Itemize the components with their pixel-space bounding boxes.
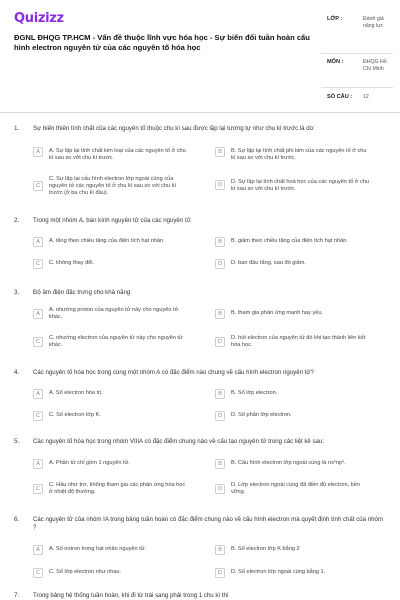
- option-d[interactable]: [215, 178, 371, 193]
- option-letter: A: [33, 147, 43, 157]
- option-text: A. Số electron hóa trị.: [49, 390, 103, 396]
- option-letter: A: [33, 237, 43, 247]
- option-letter: B: [215, 389, 225, 399]
- option-c[interactable]: [33, 568, 189, 578]
- meta-divider: [321, 87, 393, 88]
- worksheet-header: [0, 0, 400, 108]
- option-letter: C: [33, 337, 43, 347]
- option-b[interactable]: [215, 545, 371, 555]
- option-letter: B: [215, 545, 225, 555]
- option-text: C. Số electron lớp K.: [49, 412, 101, 418]
- lop-value: Đánh giá năng lực: [363, 16, 384, 30]
- question-7: [0, 592, 400, 600]
- option-text: C. nhường electron của nguyên tử này cho nguyên tử khác.: [49, 335, 183, 349]
- header-divider: [0, 112, 400, 113]
- option-text: B. Sự lặp lại tính chất phi kim của các nguyên tố ở chu kì sau so với chu kì trước.: [231, 148, 367, 162]
- option-letter: B: [215, 309, 225, 319]
- option-letter: B: [215, 459, 225, 469]
- option-b[interactable]: [215, 459, 391, 469]
- option-text: B. tham gia phản ứng mạnh hay yếu.: [231, 310, 324, 316]
- option-d[interactable]: [215, 334, 371, 349]
- option-letter: D: [215, 568, 225, 578]
- option-a[interactable]: [33, 459, 189, 469]
- option-c[interactable]: [33, 411, 189, 421]
- worksheet-title: ĐGNL ĐHQG TP.HCM - Vấn đề thuộc lĩnh vực hóa học - Sự biến đổi tuần hoàn cấu hình electron nguyên tử của các nguyên tố hóa học: [14, 33, 310, 52]
- option-text: C. Hầu như trơ, không tham gia các phản ứng hóa học ở nhiệt độ thường.: [49, 482, 186, 496]
- question-text: Các nguyên tố hóa học trong nhóm VIIIA có đặc điểm chung nào về cấu tạo nguyên tử trong các liệt kê sau:: [33, 438, 325, 445]
- question-text: Sự biến thiên tính chất của các nguyên tố thuộc chu kì sau được lặp lại tương tự như chu kì trước là do:: [33, 125, 315, 132]
- socau-value: 12: [363, 94, 369, 100]
- option-text: A. Số notron trong hạt nhân nguyên tử.: [49, 546, 147, 552]
- option-letter: C: [33, 259, 43, 269]
- option-text: D. Số electron lớp ngoài cùng bằng 1.: [231, 569, 326, 575]
- option-letter: C: [33, 181, 43, 191]
- option-text: A. tăng theo chiều tăng của điện tích hạt nhân.: [49, 238, 165, 244]
- option-letter: D: [215, 259, 225, 269]
- question-number: 3.: [14, 289, 20, 296]
- option-d[interactable]: [215, 259, 371, 269]
- question-number: 2.: [14, 217, 20, 224]
- lop-label: LỚP :: [327, 16, 343, 22]
- mon-label: MÔN :: [327, 59, 344, 65]
- option-b[interactable]: [215, 147, 371, 162]
- question-number: 6.: [14, 516, 20, 523]
- option-d[interactable]: [215, 568, 371, 578]
- option-letter: A: [33, 459, 43, 469]
- meta-divider: [321, 53, 393, 54]
- option-c[interactable]: [33, 334, 189, 349]
- question-text: Trong bảng hệ thống tuần hoàn, khi đi từ trái sang phải trong 1 chu kì thì: [33, 592, 229, 599]
- option-text: C. Số lớp electron như nhau.: [49, 569, 122, 575]
- option-text: C. không thay đổi.: [49, 260, 95, 266]
- option-b[interactable]: [215, 309, 371, 319]
- mon-value: ĐHQG Hồ Chí Minh: [363, 59, 387, 73]
- option-letter: D: [215, 337, 225, 347]
- option-a[interactable]: [33, 306, 189, 321]
- question-number: 7.: [14, 592, 20, 599]
- option-text: D. hút electron của nguyên tử đó khi tạo thành liên kết hóa học.: [231, 335, 366, 349]
- option-b[interactable]: [215, 237, 391, 247]
- option-letter: B: [215, 237, 225, 247]
- question-text: Độ âm điện đặc trưng cho khả năng: [33, 289, 131, 296]
- option-a[interactable]: [33, 389, 189, 399]
- option-letter: D: [215, 484, 225, 494]
- option-text: B. giảm theo chiều tăng của điện tích hạt nhân.: [231, 238, 348, 244]
- option-letter: B: [215, 147, 225, 157]
- option-letter: D: [215, 180, 225, 190]
- option-text: D. ban đầu tăng, sau đó giảm.: [231, 260, 306, 266]
- option-letter: C: [33, 411, 43, 421]
- quizizz-logo: Quizizz: [14, 11, 64, 26]
- option-c[interactable]: [33, 175, 189, 198]
- question-number: 4.: [14, 369, 20, 376]
- option-text: C. Sự lặp lại cấu hình electron lớp ngoài cùng của nguyên tử các nguyên tố ở chu kì sau so với chu kì trước (ở ba chu kì đầu).: [49, 176, 177, 197]
- option-letter: A: [33, 545, 43, 555]
- option-text: B. Số electron lớp K bằng 2: [231, 546, 300, 552]
- option-text: D. Số phân lớp electron.: [231, 412, 292, 418]
- option-a[interactable]: [33, 545, 189, 555]
- question-text: Trong một nhóm A, bán kính nguyên tử của các nguyên tố:: [33, 217, 192, 224]
- option-text: B. Cấu hình electron lớp ngoài cùng là ns²np⁶.: [231, 460, 346, 466]
- option-c[interactable]: [33, 259, 189, 269]
- option-d[interactable]: [215, 411, 371, 421]
- option-text: A. nhường proton của nguyên tử này cho nguyên tử khác.: [49, 307, 179, 321]
- socau-label: SỐ CÂU :: [327, 94, 353, 100]
- option-letter: A: [33, 309, 43, 319]
- question-text: Các nguyên tử của nhóm IA trong bảng tuần hoàn có đặc điểm chung nào về cấu hình electron mà quyết định tính chất của nhóm ?: [33, 516, 383, 532]
- option-letter: C: [33, 484, 43, 494]
- option-text: A. Phân tử chỉ gồm 1 nguyên tử.: [49, 460, 130, 466]
- option-letter: C: [33, 568, 43, 578]
- option-a[interactable]: [33, 147, 189, 162]
- option-d[interactable]: [215, 481, 371, 496]
- question-number: 5.: [14, 438, 20, 445]
- question-text: Các nguyên tố hóa học trong cùng một nhóm A có đặc điểm nào chung về cấu hình electron nguyên tử?: [33, 369, 314, 376]
- option-text: D. Lớp electron ngoài cùng đã điền đủ electron, bền vững.: [231, 482, 360, 496]
- option-a[interactable]: [33, 237, 189, 247]
- question-number: 1.: [14, 125, 20, 132]
- option-letter: A: [33, 389, 43, 399]
- option-text: D. Sự lặp lại tính chất hoá học của các nguyên tố ở chu kì sau so với chu kì trước.: [231, 179, 370, 193]
- option-b[interactable]: [215, 389, 371, 399]
- option-c[interactable]: [33, 481, 189, 496]
- option-text: A. Sự lặp lại tính chất kim loại của các nguyên tố ở chu kì sau so với chu kì trước.: [49, 148, 186, 162]
- option-text: B. Số lớp electron.: [231, 390, 278, 396]
- option-letter: D: [215, 411, 225, 421]
